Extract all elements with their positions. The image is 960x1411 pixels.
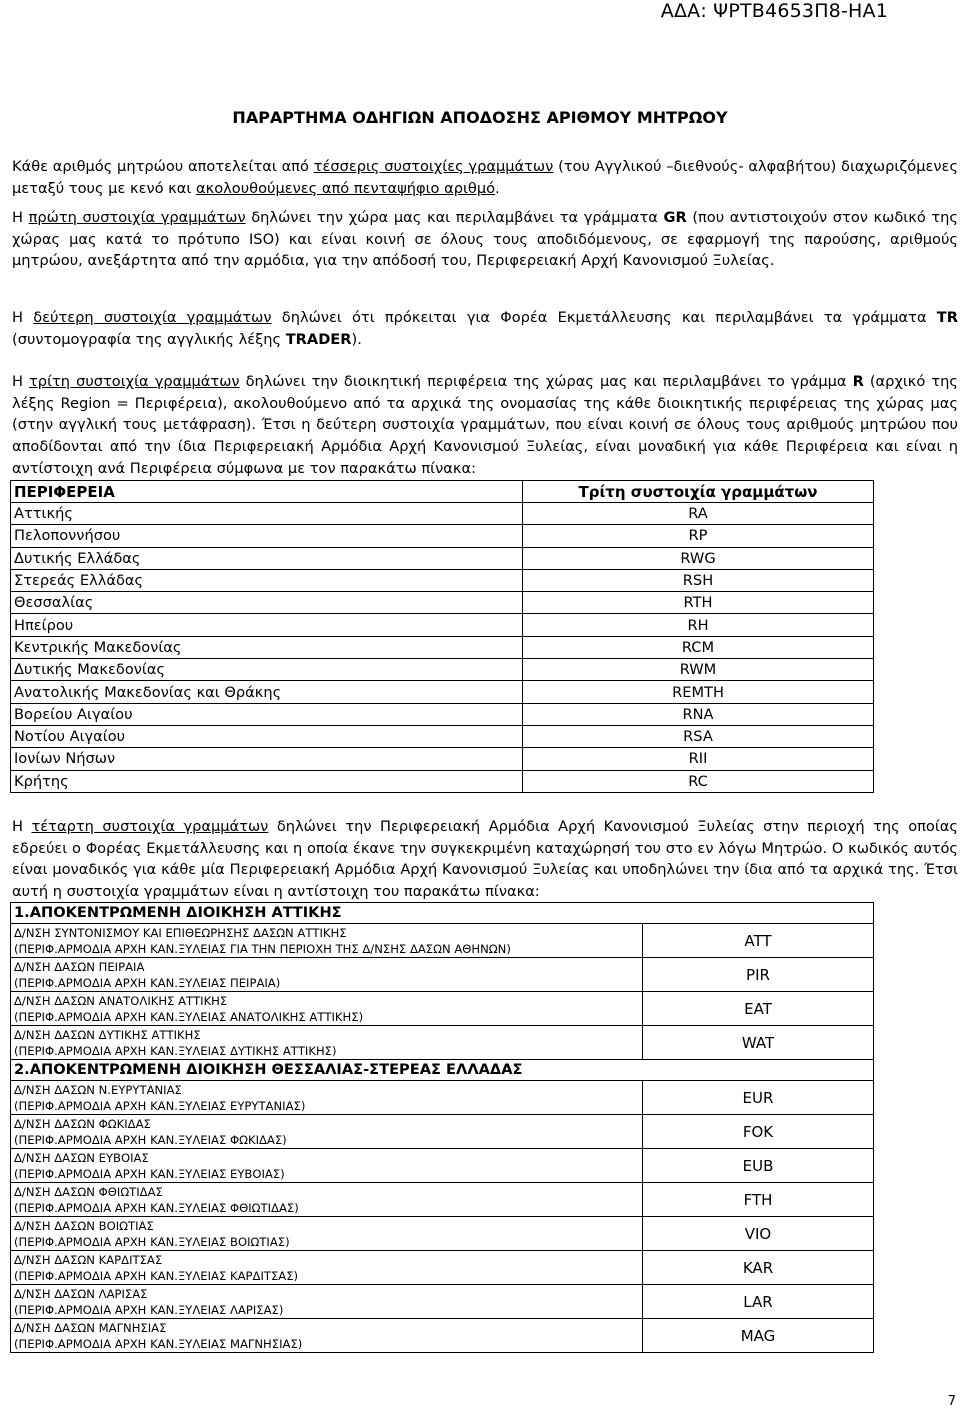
region-name: Αττικής [11, 503, 523, 525]
authority-name [11, 992, 643, 1026]
authority-line2: (ΠΕΡΙΦ.ΑΡΜΟΔΙΑ ΑΡΧΗ ΚΑΝ.ΞΥΛΕΙΑΣ ΠΕΙΡΑΙΑ) [14, 975, 281, 990]
authority-line2: (ΠΕΡΙΦ.ΑΡΜΟΔΙΑ ΑΡΧΗ ΚΑΝ.ΞΥΛΕΙΑΣ ΦΩΚΙΔΑΣ) [14, 1132, 287, 1147]
authority-line2: (ΠΕΡΙΦ.ΑΡΜΟΔΙΑ ΑΡΧΗ ΚΑΝ.ΞΥΛΕΙΑΣ ΓΙΑ ΤΗΝ ΠΕΡΙΟΧΗ ΤΗΣ Δ/ΝΣΗΣ ΔΑΣΩΝ ΑΘΗΝΩΝ) [14, 941, 511, 956]
region-code: RSH [523, 569, 874, 591]
region-code: RP [523, 525, 874, 547]
region-code: RTH [523, 592, 874, 614]
authority-line1: Δ/ΝΣΗ ΔΑΣΩΝ ΦΘΙΩΤΙΔΑΣ [14, 1184, 163, 1199]
region-row [11, 636, 874, 658]
region-row [11, 503, 874, 525]
page-number: 7 [947, 1394, 956, 1409]
region-row [11, 525, 874, 547]
section-row [11, 903, 874, 924]
authority-line1: Δ/ΝΣΗ ΔΑΣΩΝ ΦΩΚΙΔΑΣ [14, 1116, 151, 1131]
region-name: Ανατολικής Μακεδονίας και Θράκης [11, 681, 523, 703]
authority-line1: Δ/ΝΣΗ ΔΑΣΩΝ ΠΕΙΡΑΙΑ [14, 959, 145, 974]
paragraph-first-set: Η πρώτη συστοιχία γραμμάτων δηλώνει την χώρα μας και περιλαμβάνει τα γράμματα GR (που αντιστοιχούν στον κωδικό της χώρας μας κατά το πρότυπο ISO) και είναι κοινή σε όλους τους αποδιδόμενους, σε εφαρμογή της παρούσης, αριθμούς μητρώου, ανεξάρτητα από την αρμόδια, για την απόδοσή του, Περιφερειακή Αρχή Κανονισμού Ξυλείας. [12, 209, 958, 270]
region-row [11, 614, 874, 636]
authority-code: FTH [643, 1183, 874, 1217]
authority-line2: (ΠΕΡΙΦ.ΑΡΜΟΔΙΑ ΑΡΧΗ ΚΑΝ.ΞΥΛΕΙΑΣ ΒΟΙΩΤΙΑΣ) [14, 1234, 290, 1249]
authority-code: EUR [643, 1081, 874, 1115]
header-third-set: Τρίτη συστοιχία γραμμάτων [523, 481, 874, 503]
authority-row [11, 1285, 874, 1319]
region-row [11, 547, 874, 569]
region-code: RC [523, 770, 874, 792]
authority-name [11, 1319, 643, 1353]
authority-code: FOK [643, 1115, 874, 1149]
authority-row [11, 992, 874, 1026]
authority-row [11, 1319, 874, 1353]
authority-row [11, 1183, 874, 1217]
region-row [11, 569, 874, 591]
authority-line2: (ΠΕΡΙΦ.ΑΡΜΟΔΙΑ ΑΡΧΗ ΚΑΝ.ΞΥΛΕΙΑΣ ΕΥΒΟΙΑΣ) [14, 1166, 285, 1181]
paragraph-third-set: Η τρίτη συστοιχία γραμμάτων δηλώνει την διοικητική περιφέρεια της χώρας μας και περιλαμβάνει το γράμμα R (αρχικό της λέξης Region = Περιφέρεια), ακολουθούμενο από τα αρχικά της ονομασίας της κάθε διοικητικής περιφέρειας της χώρας μας (στην αγγλική τους μετάφραση). Έτσι η δεύτερη συστοιχία γραμμάτων, που είναι κοινή σε όλους τους αριθμούς μητρώου που αποδίδονται από την ίδια Περιφερειακή Αρμόδια Αρχή Κανονισμού Ξυλείας, είναι μοναδική για κάθε Περιφέρεια και είναι η αντίστοιχη ανά Περιφέρεια σύμφωνα με τον παρακάτω πίνακα: [12, 373, 958, 477]
region-row [11, 770, 874, 792]
authority-name [11, 924, 643, 958]
region-name: Δυτικής Μακεδονίας [11, 659, 523, 681]
region-name: Ιονίων Νήσων [11, 748, 523, 770]
forest-authority-table [10, 902, 874, 1353]
authority-name [11, 1285, 643, 1319]
authority-code: ATT [643, 924, 874, 958]
authority-code: EUB [643, 1149, 874, 1183]
authority-name [11, 1183, 643, 1217]
region-row [11, 659, 874, 681]
authority-code: PIR [643, 958, 874, 992]
region-row [11, 703, 874, 725]
authority-line1: Δ/ΝΣΗ ΔΑΣΩΝ Ν.ΕΥΡΥΤΑΝΙΑΣ [14, 1082, 182, 1097]
region-table [10, 480, 874, 793]
paragraph-fourth-set: Η τέταρτη συστοιχία γραμμάτων δηλώνει την Περιφερειακή Αρμόδια Αρχή Κανονισμού Ξυλείας στην περιοχή της οποίας εδρεύει ο Φορέας Εκμετάλλευσης και η οποία έκανε την συγκεκριμένη καταχώρησή του στο εν λόγω Μητρώο. Ο κωδικός αυτός είναι μοναδικός για κάθε μία Περιφερειακή Αρμόδια Αρχή Κανονισμού Ξυλείας και υποδηλώνει την ίδια από τα αρχικά της. Έτσι αυτή η συστοιχία γραμμάτων είναι η αντίστοιχη του παρακάτω πίνακα: [12, 818, 958, 901]
authority-code: MAG [643, 1319, 874, 1353]
region-name: Πελοποννήσου [11, 525, 523, 547]
region-code: RNA [523, 703, 874, 725]
ada-code: ΑΔΑ: ΨΡΤΒ4653Π8-ΗΑ1 [660, 0, 888, 22]
region-name: Θεσσαλίας [11, 592, 523, 614]
region-code: RWM [523, 659, 874, 681]
authority-code: LAR [643, 1285, 874, 1319]
authority-row [11, 1149, 874, 1183]
authority-row [11, 924, 874, 958]
authority-name [11, 958, 643, 992]
authority-line1: Δ/ΝΣΗ ΔΑΣΩΝ ΜΑΓΝΗΣΙΑΣ [14, 1320, 167, 1335]
region-name: Στερεάς Ελλάδας [11, 569, 523, 591]
authority-line2: (ΠΕΡΙΦ.ΑΡΜΟΔΙΑ ΑΡΧΗ ΚΑΝ.ΞΥΛΕΙΑΣ ΚΑΡΔΙΤΣΑΣ) [14, 1268, 299, 1283]
authority-code: VIO [643, 1217, 874, 1251]
region-row [11, 748, 874, 770]
region-name: Νοτίου Αιγαίου [11, 725, 523, 747]
authority-line2: (ΠΕΡΙΦ.ΑΡΜΟΔΙΑ ΑΡΧΗ ΚΑΝ.ΞΥΛΕΙΑΣ ΕΥΡΥΤΑΝΙΑΣ) [14, 1098, 306, 1113]
authority-line1: Δ/ΝΣΗ ΔΑΣΩΝ ΚΑΡΔΙΤΣΑΣ [14, 1252, 163, 1267]
section-title: 1.ΑΠΟΚΕΝΤΡΩΜΕΝΗ ΔΙΟΙΚΗΣΗ ΑΤΤΙΚΗΣ [11, 903, 874, 924]
authority-row [11, 1115, 874, 1149]
authority-code: EAT [643, 992, 874, 1026]
region-code: RWG [523, 547, 874, 569]
authority-line2: (ΠΕΡΙΦ.ΑΡΜΟΔΙΑ ΑΡΧΗ ΚΑΝ.ΞΥΛΕΙΑΣ ΔΥΤΙΚΗΣ ΑΤΤΙΚΗΣ) [14, 1043, 337, 1058]
region-row [11, 592, 874, 614]
authority-name [11, 1251, 643, 1285]
authority-name [11, 1081, 643, 1115]
region-name: Κεντρικής Μακεδονίας [11, 636, 523, 658]
region-name: Ηπείρου [11, 614, 523, 636]
authority-line1: Δ/ΝΣΗ ΔΑΣΩΝ ΑΝΑΤΟΛΙΚΗΣ ΑΤΤΙΚΗΣ [14, 993, 228, 1008]
section-title: 2.ΑΠΟΚΕΝΤΡΩΜΕΝΗ ΔΙΟΙΚΗΣΗ ΘΕΣΣΑΛΙΑΣ-ΣΤΕΡΕΑΣ ΕΛΛΑΔΑΣ [11, 1060, 874, 1081]
authority-name [11, 1217, 643, 1251]
authority-line1: Δ/ΝΣΗ ΔΑΣΩΝ ΔΥΤΙΚΗΣ ΑΤΤΙΚΗΣ [14, 1027, 201, 1042]
region-code: RII [523, 748, 874, 770]
region-code: RA [523, 503, 874, 525]
section-row [11, 1060, 874, 1081]
region-code: RH [523, 614, 874, 636]
authority-line1: Δ/ΝΣΗ ΣΥΝΤΟΝΙΣΜΟΥ ΚΑΙ ΕΠΙΘΕΩΡΗΣΗΣ ΔΑΣΩΝ ΑΤΤΙΚΗΣ [14, 925, 347, 940]
authority-name [11, 1149, 643, 1183]
authority-line2: (ΠΕΡΙΦ.ΑΡΜΟΔΙΑ ΑΡΧΗ ΚΑΝ.ΞΥΛΕΙΑΣ ΑΝΑΤΟΛΙΚΗΣ ΑΤΤΙΚΗΣ) [14, 1009, 364, 1024]
authority-line2: (ΠΕΡΙΦ.ΑΡΜΟΔΙΑ ΑΡΧΗ ΚΑΝ.ΞΥΛΕΙΑΣ ΦΘΙΩΤΙΔΑΣ) [14, 1200, 299, 1215]
document-title: ΠΑΡΑΡΤΗΜΑ ΟΔΗΓΙΩΝ ΑΠΟΔΟΣΗΣ ΑΡΙΘΜΟΥ ΜΗΤΡΩΟΥ [232, 108, 728, 127]
region-table-header [11, 481, 874, 503]
region-row [11, 681, 874, 703]
region-code: RSA [523, 725, 874, 747]
authority-line1: Δ/ΝΣΗ ΔΑΣΩΝ ΒΟΙΩΤΙΑΣ [14, 1218, 154, 1233]
authority-line2: (ΠΕΡΙΦ.ΑΡΜΟΔΙΑ ΑΡΧΗ ΚΑΝ.ΞΥΛΕΙΑΣ ΛΑΡΙΣΑΣ) [14, 1302, 284, 1317]
region-name: Βορείου Αιγαίου [11, 703, 523, 725]
authority-line2: (ΠΕΡΙΦ.ΑΡΜΟΔΙΑ ΑΡΧΗ ΚΑΝ.ΞΥΛΕΙΑΣ ΜΑΓΝΗΣΙΑΣ) [14, 1336, 303, 1351]
authority-code: KAR [643, 1251, 874, 1285]
paragraph-intro: Κάθε αριθμός μητρώου αποτελείται από τέσσερις συστοιχίες γραμμάτων (του Αγγλικού –διεθνούς- αλφαβήτου) διαχωριζόμενες μεταξύ τους με κενό και ακολουθούμενες από πενταψήφιο αριθμό. [12, 158, 959, 197]
authority-row [11, 1026, 874, 1060]
authority-row [11, 958, 874, 992]
authority-row [11, 1081, 874, 1115]
authority-name [11, 1115, 643, 1149]
authority-row [11, 1251, 874, 1285]
region-row [11, 725, 874, 747]
authority-row [11, 1217, 874, 1251]
authority-line1: Δ/ΝΣΗ ΔΑΣΩΝ ΛΑΡΙΣΑΣ [14, 1286, 148, 1301]
region-code: RCM [523, 636, 874, 658]
region-name: Δυτικής Ελλάδας [11, 547, 523, 569]
authority-code: WAT [643, 1026, 874, 1060]
header-region: ΠΕΡΙΦΕΡΕΙΑ [11, 481, 523, 503]
region-code: REMTH [523, 681, 874, 703]
authority-line1: Δ/ΝΣΗ ΔΑΣΩΝ ΕΥΒΟΙΑΣ [14, 1150, 149, 1165]
region-name: Κρήτης [11, 770, 523, 792]
paragraph-second-set: Η δεύτερη συστοιχία γραμμάτων δηλώνει ότι πρόκειται για Φορέα Εκμετάλλευσης και περιλαμβάνει τα γράμματα TR (συντομογραφία της αγγλικής λέξης TRADER). [12, 309, 958, 348]
authority-name [11, 1026, 643, 1060]
